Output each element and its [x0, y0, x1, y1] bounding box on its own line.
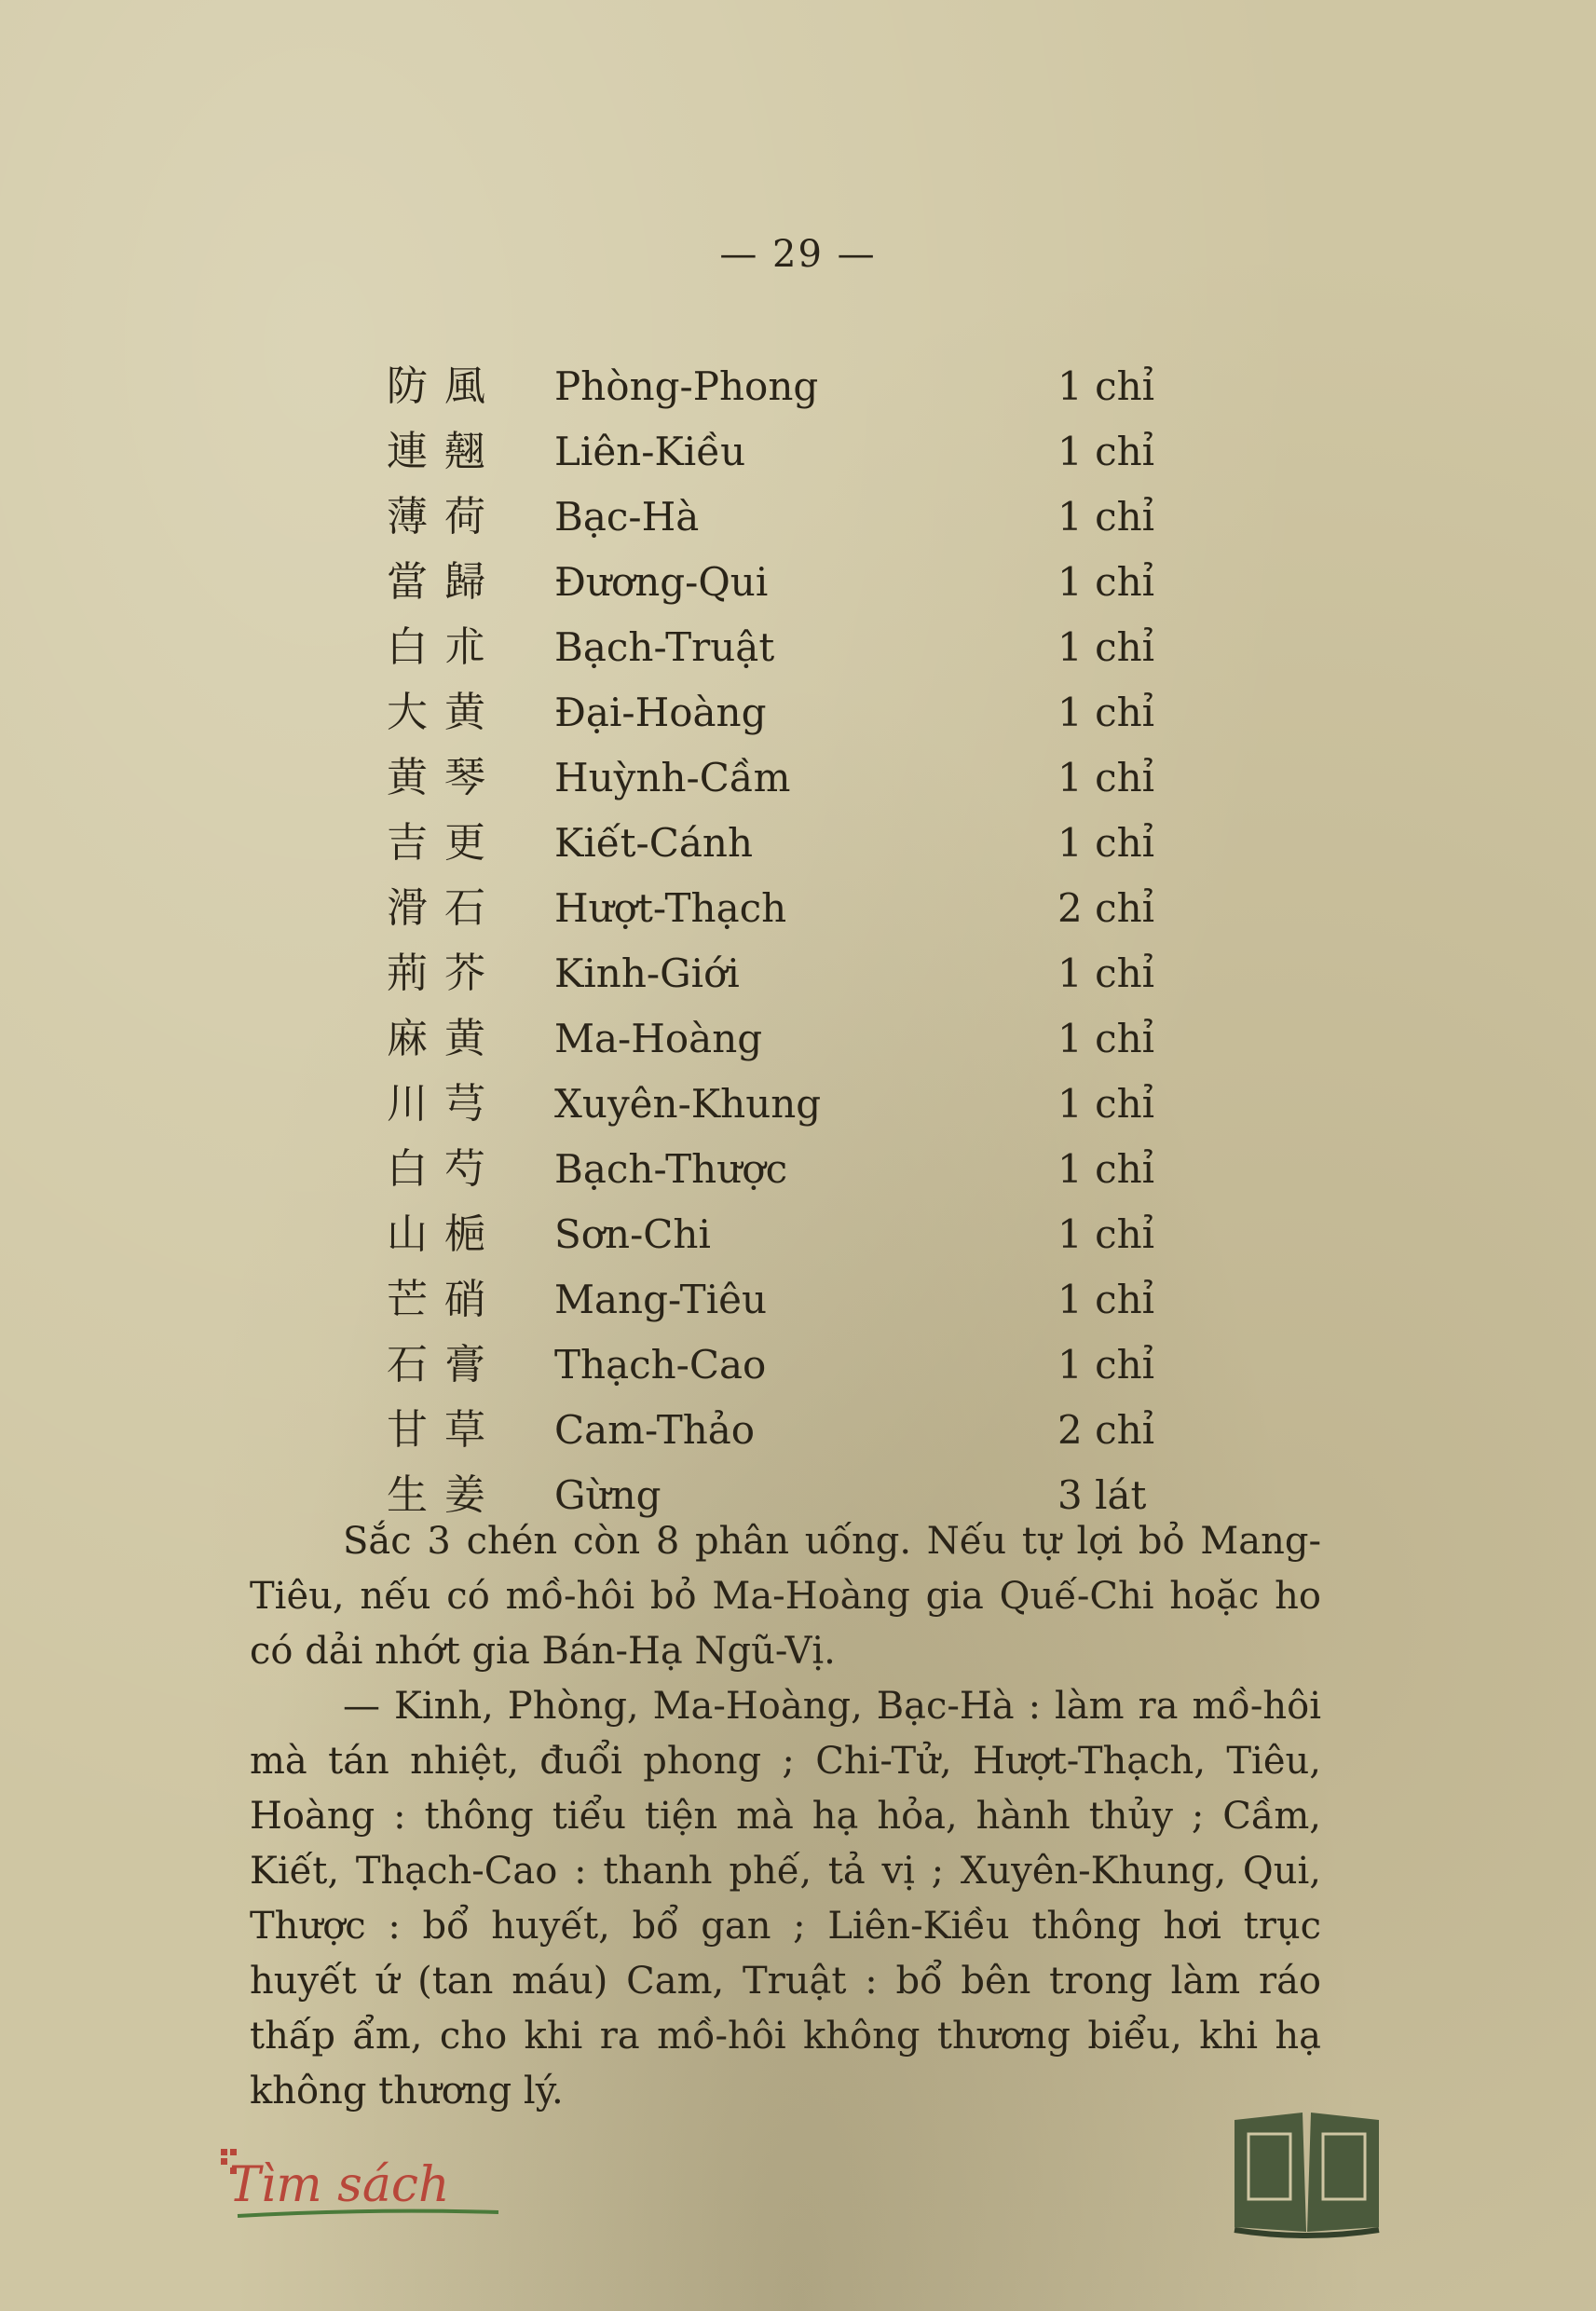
herb-chinese-name: 麻黄: [387, 1015, 502, 1062]
herb-dose: 1 chỉ: [1057, 494, 1155, 540]
herb-chinese-name: 川芎: [387, 1080, 502, 1128]
herb-row: [387, 1398, 1225, 1463]
herb-vietnamese-name: Xuyên-Khung: [554, 1081, 822, 1127]
logo-dot: [230, 2149, 237, 2155]
herb-row: [387, 941, 1225, 1006]
herb-vietnamese-name: Kiết-Cánh: [554, 820, 753, 866]
herb-row: [387, 1137, 1225, 1202]
book-right-page: [1307, 2113, 1379, 2232]
herb-dose: 3 lát: [1057, 1472, 1147, 1518]
herb-row: [387, 1333, 1225, 1398]
book-logo-icon: [1230, 2101, 1384, 2241]
timsach-logo: [219, 2143, 517, 2227]
herb-chinese-name: 薄荷: [387, 493, 502, 540]
herb-row: [387, 1006, 1225, 1072]
herb-dose: 1 chỉ: [1057, 429, 1155, 474]
explanation-paragraph: [250, 1679, 1321, 2119]
herb-row: [387, 876, 1225, 941]
herb-chinese-name: 大黄: [387, 689, 502, 736]
herb-vietnamese-name: Gừng: [554, 1472, 662, 1518]
herb-chinese-name: 白朮: [387, 623, 502, 671]
book-base: [1235, 2230, 1379, 2236]
herb-vietnamese-name: Ma-Hoàng: [554, 1016, 763, 1061]
instruction-paragraph: [250, 1514, 1321, 1679]
herb-row: [387, 1267, 1225, 1333]
herb-dose: 1 chỉ: [1057, 755, 1155, 800]
herb-row: [387, 485, 1225, 550]
herb-vietnamese-name: Mang-Tiêu: [554, 1277, 768, 1322]
herb-row: [387, 354, 1225, 419]
herb-chinese-name: 連翹: [387, 428, 502, 475]
logo-wordmark: Tìm sách: [228, 2157, 450, 2213]
herb-chinese-name: 山梔: [387, 1210, 502, 1258]
herb-chinese-name: 荊芥: [387, 950, 502, 997]
book-left-page: [1235, 2113, 1306, 2232]
herb-vietnamese-name: Cam-Thảo: [554, 1407, 756, 1453]
herb-vietnamese-name: Thạch-Cao: [554, 1342, 767, 1388]
herb-vietnamese-name: Bạch-Truật: [554, 624, 775, 670]
herb-chinese-name: 白芍: [387, 1145, 502, 1193]
herb-chinese-name: 當歸: [387, 558, 502, 606]
herb-chinese-name: 黄琴: [387, 754, 502, 801]
herb-dose: 1 chỉ: [1057, 624, 1155, 670]
herb-chinese-name: 生姜: [387, 1471, 502, 1519]
herb-dose: 1 chỉ: [1057, 690, 1155, 735]
herb-dose: 1 chỉ: [1057, 820, 1155, 866]
explanation-text: — Kinh, Phòng, Ma-Hoàng, Bạc-Hà : làm ra mồ-hôi mà tán nhiệt, đuổi phong ; Chi-Tử, Hượt-Thạch, Tiêu, Hoàng : thông tiểu tiện mà hạ hỏa, hành thủy ; Cầm, Kiết, Thạch-Cao : thanh phế, tả vị ; Xuyên-Khung, Qui, Thược : bổ huyết, bổ gan ; Liên-Kiều thông hơi trục huyết ứ (tan máu) Cam, Truật : bổ bên trong làm ráo thấp ẩm, cho khi ra mồ-hôi không thương biểu, khi hạ không thương lý.: [250, 1685, 1321, 2113]
herb-row: [387, 615, 1225, 680]
page-number: — 29 —: [719, 233, 877, 276]
herb-vietnamese-name: Kinh-Giới: [554, 950, 740, 996]
herb-dose: 2 chỉ: [1057, 885, 1155, 931]
herb-dose: 1 chỉ: [1057, 1211, 1155, 1257]
herb-row: [387, 1072, 1225, 1137]
herb-vietnamese-name: Bạc-Hà: [554, 494, 700, 540]
instruction-text: Sắc 3 chén còn 8 phân uống. Nếu tự lợi bỏ Mang-Tiêu, nếu có mồ-hôi bỏ Ma-Hoàng gia Quế-Chi hoặc ho có dải nhớt gia Bán-Hạ Ngũ-Vị.: [250, 1520, 1321, 1673]
herb-chinese-name: 滑石: [387, 884, 502, 932]
herb-vietnamese-name: Huỳnh-Cầm: [554, 755, 791, 800]
herb-dose: 1 chỉ: [1057, 1277, 1155, 1322]
herb-vietnamese-name: Đương-Qui: [554, 559, 769, 605]
herb-row: [387, 550, 1225, 615]
herb-list: [387, 354, 1225, 1528]
herb-vietnamese-name: Phòng-Phong: [554, 363, 819, 409]
herb-chinese-name: 防風: [387, 362, 502, 410]
herb-dose: 1 chỉ: [1057, 1016, 1155, 1061]
logo-dot: [221, 2149, 227, 2155]
logo-dot: [221, 2158, 227, 2165]
herb-chinese-name: 石膏: [387, 1341, 502, 1388]
herb-dose: 1 chỉ: [1057, 950, 1155, 996]
herb-dose: 1 chỉ: [1057, 1146, 1155, 1192]
herb-row: [387, 745, 1225, 811]
herb-dose: 1 chỉ: [1057, 1081, 1155, 1127]
herb-dose: 1 chỉ: [1057, 559, 1155, 605]
herb-row: [387, 419, 1225, 485]
herb-dose: 2 chỉ: [1057, 1407, 1155, 1453]
herb-row: [387, 1202, 1225, 1267]
herb-chinese-name: 甘草: [387, 1406, 502, 1454]
herb-vietnamese-name: Sơn-Chi: [554, 1211, 711, 1257]
herb-row: [387, 680, 1225, 745]
herb-chinese-name: 吉更: [387, 819, 502, 867]
herb-vietnamese-name: Bạch-Thược: [554, 1146, 788, 1192]
herb-vietnamese-name: Liên-Kiều: [554, 429, 746, 474]
herb-dose: 1 chỉ: [1057, 1342, 1155, 1388]
herb-row: [387, 811, 1225, 876]
herb-vietnamese-name: Hượt-Thạch: [554, 885, 787, 931]
herb-chinese-name: 芒硝: [387, 1276, 502, 1323]
herb-vietnamese-name: Đại-Hoàng: [554, 690, 767, 735]
herb-dose: 1 chỉ: [1057, 363, 1155, 409]
